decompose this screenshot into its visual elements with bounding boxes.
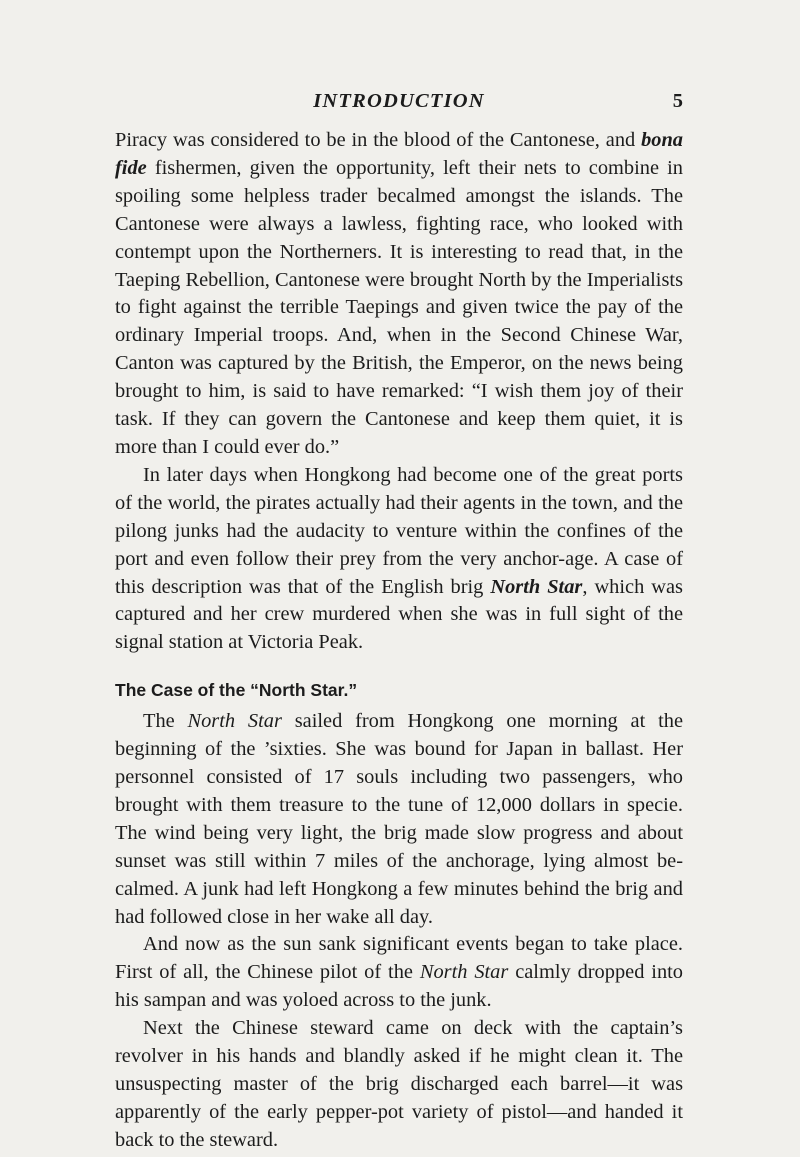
page-number: 5 (672, 90, 683, 112)
text-run: The (143, 710, 188, 733)
text-run: calmly dropped into his sampan and was yoloed across to the junk. (115, 961, 683, 1012)
running-head-title: INTRODUCTION (313, 90, 485, 112)
text-run: sailed from Hongkong one morning at the beginning of the ’sixties. She was bound for Japan in ballast. Her personnel consisted of 17 souls including two passengers, who brought with them treasure to the tune of 12,000 dollars in specie. The wind being very light, the brig made slow progress and about sunset was still within 7 miles of the anchorage, lying almost be-calmed. A junk had left Hongkong a few minutes behind the brig and had followed close in her wake all day. (115, 710, 683, 928)
ship-name-north-star: North Star (490, 575, 583, 598)
running-head (115, 90, 683, 120)
text-run: And now as the sun sank significant events began to take place. First of all, the Chinese pilot of the (115, 933, 683, 984)
text-run: fishermen, given the opportunity, left their nets to combine in spoiling some helpless trader becalmed amongst the islands. The Cantonese were always a lawless, fighting race, who looked with contempt upon the Northerners. It is interesting to read that, in the Taeping Rebellion, Cantonese were brought North by the Imperialists to fight against the terrible Taepings and given twice the pay of the ordinary Imperial troops. And, when in the Second Chinese War, Canton was captured by the British, the Emperor, on the news being brought to him, is said to have remarked: “I wish them joy of their task. If they can govern the Cantonese and keep them quiet, it is more than I could ever do.” (115, 156, 683, 458)
emphasis-bona-fide: bona fide (115, 129, 683, 179)
paragraph-piracy-cantonese (115, 127, 683, 462)
ship-name-north-star: North Star (419, 961, 509, 984)
paragraph-north-star-sailed (115, 708, 683, 931)
body-text (115, 127, 683, 1155)
text-run: , which was captured and her crew murdered when she was in full sight of the signal station at Victoria Peak. (115, 575, 683, 654)
text-run: Next the Chinese steward came on deck with the captain’s revolver in his hands and blandly asked if he might clean it. The unsuspecting master of the brig discharged each barrel—it was apparently of the early pepper-pot variety of pistol—and handed it back to the steward. (115, 1017, 683, 1151)
ship-name-north-star: North Star (187, 710, 282, 733)
paragraph-sun-sank (115, 931, 683, 1015)
paragraph-hongkong-port (115, 462, 683, 657)
text-run: Piracy was considered to be in the blood of the Cantonese, and (115, 129, 642, 151)
section-heading: The Case of the “North Star.” (115, 680, 358, 701)
paragraph-steward-revolver (115, 1015, 683, 1155)
text-run: In later days when Hongkong had become one of the great ports of the world, the pirates actually had their agents in the town, and the pilong junks had the audacity to venture within the confines of the port and even follow their prey from the very anchor-age. A case of this description was that of the English brig (115, 463, 683, 598)
